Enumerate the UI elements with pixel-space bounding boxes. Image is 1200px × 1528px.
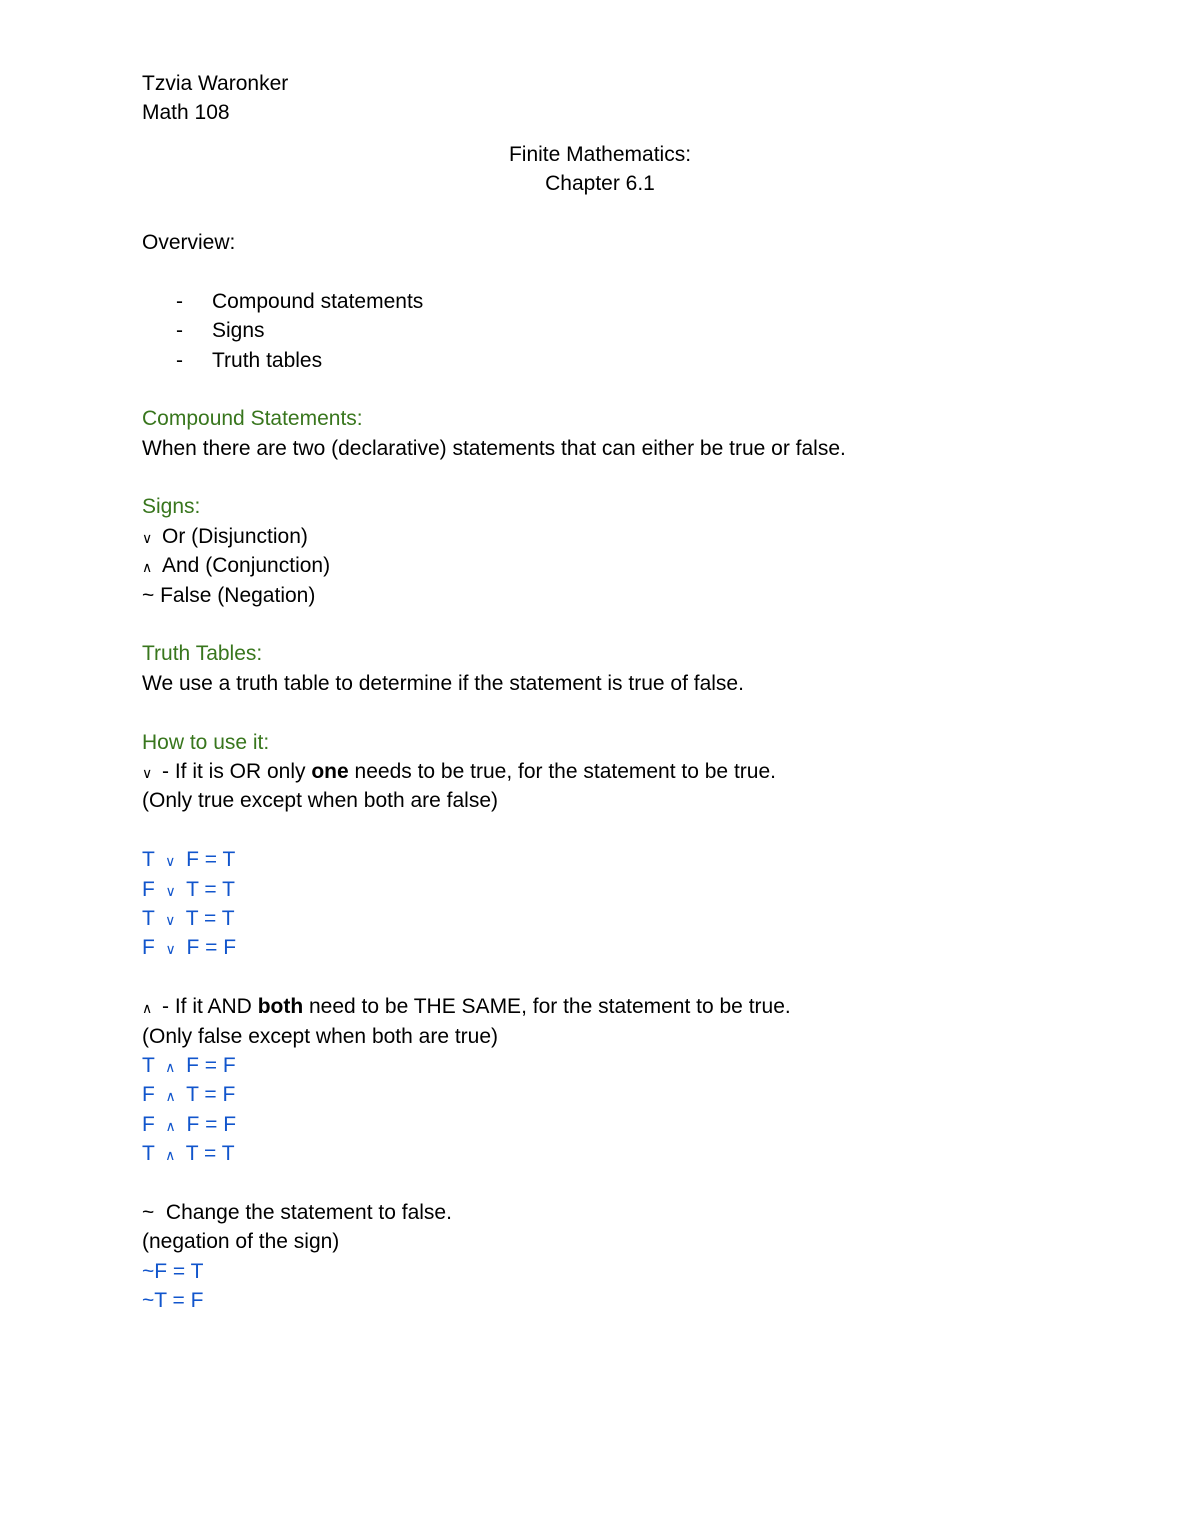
author-name: Tzvia Waronker: [142, 72, 289, 95]
and-symbol-icon: ∧: [142, 1000, 153, 1017]
sign-and: ∧ And (Conjunction): [142, 551, 1058, 580]
list-item: - Truth tables: [142, 346, 1058, 375]
or-example-row: F ∨ F = F: [142, 936, 237, 960]
list-item: - Compound statements: [142, 287, 1058, 316]
and-example-row: T ∧ T = T: [142, 1142, 235, 1166]
or-symbol-icon: ∨: [142, 529, 153, 546]
list-item: - Signs: [142, 316, 1058, 345]
compound-heading: Compound Statements:: [142, 407, 363, 431]
document-body: [142, 69, 1058, 1315]
or-rule-note: (Only true except when both are false): [142, 789, 499, 813]
or-example-row: F ∨ T = T: [142, 877, 235, 901]
not-example-row: ~T = F: [142, 1289, 204, 1313]
and-rule-note: (Only false except when both are true): [142, 1024, 499, 1048]
compound-text: When there are two (declarative) statements that can either be true or false.: [142, 436, 846, 460]
not-example-row: ~F = T: [142, 1259, 204, 1283]
and-rule: ∧ - If it AND both need to be THE SAME, for the statement to be true.: [142, 992, 1058, 1021]
course-name: Math 108: [142, 101, 230, 125]
overview-list: [142, 287, 1058, 375]
bullet-dash: -: [176, 289, 183, 313]
bullet-dash: -: [176, 319, 183, 343]
overview-heading: Overview:: [142, 230, 236, 254]
truth-tables-text: We use a truth table to determine if the statement is true of false.: [142, 671, 744, 695]
and-symbol-icon: ∧: [142, 559, 153, 576]
not-rule-note: (negation of the sign): [142, 1230, 340, 1254]
signs-heading: Signs:: [142, 495, 201, 519]
how-to-heading: How to use it:: [142, 730, 270, 754]
and-example-row: F ∧ T = F: [142, 1083, 236, 1107]
document-subtitle: Chapter 6.1: [545, 172, 655, 196]
not-rule: ~ Change the statement to false.: [142, 1200, 452, 1224]
bullet-dash: -: [176, 348, 183, 372]
or-symbol-icon: ∨: [142, 764, 153, 781]
and-example-row: F ∧ F = F: [142, 1112, 237, 1136]
or-example-row: T ∨ F = T: [142, 848, 236, 872]
and-example-row: T ∧ F = F: [142, 1053, 236, 1077]
sign-not: ~ False (Negation): [142, 583, 316, 607]
or-rule: ∨ - If it is OR only one needs to be true, for the statement to be true.: [142, 757, 1058, 786]
sign-or: ∨ Or (Disjunction): [142, 522, 1058, 551]
truth-tables-heading: Truth Tables:: [142, 642, 263, 666]
document-title: Finite Mathematics:: [508, 142, 692, 166]
or-example-row: T ∨ T = T: [142, 906, 235, 930]
